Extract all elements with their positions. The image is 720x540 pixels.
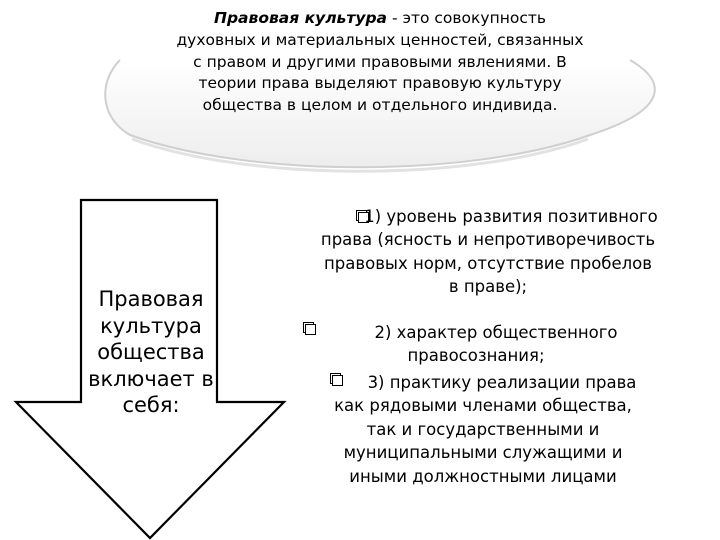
arrow-label: Правовая культура общества включает в себя: (88, 287, 214, 417)
list-item-3: 3) практику реализации права как рядовыми членами общества, так и государственными и муниципальными служащими и иными должностными лицами (334, 373, 637, 486)
definition-body: - это совокупность духовных и материальных ценностей, связанных с правом и другими правовыми явлениями. В теории права выделяют правовую культуру общества в целом и отдельного индивида. (176, 9, 584, 115)
definition-text (175, 8, 585, 117)
definition-term: Правовая культура (213, 9, 388, 27)
list-item-2: 2) характер общественного правосознания; (374, 323, 618, 366)
list-item-1: 1) уровень развития позитивного права (ясность и непротиворечивость правовых норм, отсутствие пробелов в праве); (320, 207, 658, 297)
